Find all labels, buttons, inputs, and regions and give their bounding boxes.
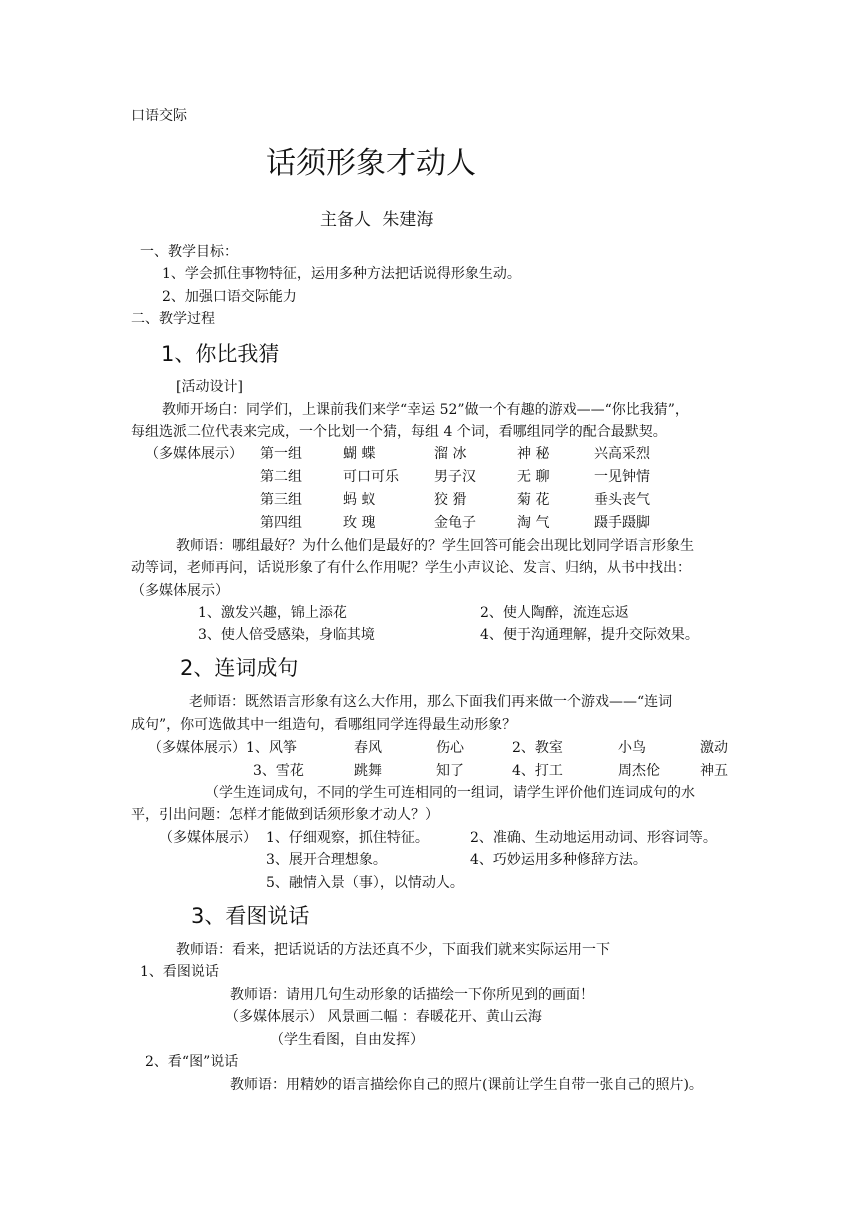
group-word: 可口可乐: [343, 469, 399, 485]
paragraph-line: 教师语：看来，把话说话的方法还真不少，下面我们就来实际运用一下: [176, 942, 610, 958]
page-title: 话须形象才动人: [266, 146, 476, 181]
group-name: 第四组: [260, 515, 302, 531]
word-cell: 3、雪花: [253, 763, 304, 779]
media-label: （多媒体展示）: [145, 446, 243, 462]
header-label: 口语交际: [131, 108, 187, 124]
paragraph-line: （多媒体展示） 风景画二幅 ：春暖花开、黄山云海: [225, 1009, 542, 1025]
goal-item: 2、加强口语交际能力: [162, 289, 297, 305]
paragraph-line: 教师语：请用几句生动形象的话描绘一下你所见到的画面！: [230, 987, 594, 1003]
goal-item: 1、学会抓住事物特征，运用多种方法把话说得形象生动。: [162, 266, 521, 282]
method-item: 4、巧妙运用多种修辞方法。: [470, 852, 647, 868]
method-item: 1、仔细观察，抓住特征。: [266, 830, 429, 846]
word-cell: 激动: [700, 740, 728, 756]
section-heading-process: 二、教学过程: [131, 311, 215, 327]
paragraph-line: 教师开场白：同学们，上课前我们来学“幸运 52”做一个有趣的游戏——“你比我猜”，: [162, 402, 689, 418]
effect-item: 4、便于沟通理解，提升交际效果。: [480, 627, 699, 643]
paragraph-line: 教师语：用精妙的语言描绘你自己的照片(课前让学生自带一张自己的照片)。: [230, 1077, 703, 1093]
paragraph-line: 每组选派二位代表来完成，一个比划一个猜，每组 4 个词，看哪组同学的配合最默契。: [131, 424, 667, 440]
word-cell: 神五: [700, 763, 728, 779]
word-cell: 跳舞: [354, 763, 382, 779]
word-cell: 伤心: [436, 740, 464, 756]
paragraph-line: （学生连词成句，不同的学生可连相同的一组词，请学生评价他们连词成句的水: [205, 785, 695, 801]
word-cell: 小鸟: [618, 740, 646, 756]
group-word: 神 秘: [517, 446, 550, 462]
group-word: 男子汉: [434, 469, 476, 485]
group-word: 垂头丧气: [594, 492, 650, 508]
paragraph-line: 老师语：既然语言形象有这么大作用，那么下面我们再来做一个游戏——“连词: [189, 694, 673, 710]
group-word: 蹑手蹑脚: [594, 515, 650, 531]
effect-item: 1、激发兴趣，锦上添花: [198, 605, 347, 621]
group-word: 兴高采烈: [594, 446, 650, 462]
group-word: 溜 冰: [434, 446, 467, 462]
group-word: 蚂 蚁: [343, 492, 376, 508]
section-heading-goals: 一、教学目标：: [140, 244, 238, 260]
group-word: 无 聊: [517, 469, 550, 485]
group-name: 第二组: [260, 469, 302, 485]
sub-heading: 2、看“图”说话: [145, 1054, 239, 1070]
method-item: 3、展开合理想象。: [266, 852, 387, 868]
paragraph-line: （学生看图，自由发挥）: [270, 1032, 424, 1048]
method-item: 2、准确、生动地运用动词、形容词等。: [470, 830, 717, 846]
word-cell: 2、教室: [512, 740, 563, 756]
paragraph-line: （多媒体展示）: [131, 583, 229, 599]
word-cell: 知了: [436, 763, 464, 779]
heading-part-1: 1、你比我猜: [161, 342, 280, 366]
media-label: （多媒体展示）: [159, 830, 257, 846]
author-line: 主备人 朱建海: [320, 210, 434, 230]
group-word: 玫 瑰: [343, 515, 376, 531]
paragraph-line: 成句”，你可选做其中一组造句，看哪组同学连得最生动形象？: [131, 717, 517, 733]
word-cell: 春风: [354, 740, 382, 756]
sub-heading: 1、看图说话: [140, 964, 219, 980]
paragraph-line: 教师语：哪组最好？为什么他们是最好的？学生回答可能会出现比划同学语言形象生: [176, 538, 694, 554]
group-word: 一见钟情: [594, 469, 650, 485]
method-item: 5、融情入景（事），以情动人。: [266, 875, 464, 891]
effect-item: 3、使人倍受感染，身临其境: [198, 627, 375, 643]
group-word: 菊 花: [517, 492, 550, 508]
group-word: 金龟子: [434, 515, 476, 531]
group-word: 淘 气: [517, 515, 550, 531]
paragraph-line: 平，引出问题：怎样才能做到话须形象才动人？）: [131, 807, 439, 823]
group-name: 第三组: [260, 492, 302, 508]
heading-part-3: 3、看图说话: [191, 904, 310, 928]
group-word: 蝴 蝶: [343, 446, 376, 462]
word-cell: （多媒体展示）1、风筝: [148, 740, 297, 756]
word-cell: 周杰伦: [618, 763, 660, 779]
group-name: 第一组: [260, 446, 302, 462]
word-cell: 4、打工: [512, 763, 563, 779]
activity-label: [活动设计]: [176, 379, 243, 395]
heading-part-2: 2、连词成句: [180, 656, 299, 680]
effect-item: 2、使人陶醉，流连忘返: [480, 605, 629, 621]
group-word: 狡 猾: [434, 492, 467, 508]
paragraph-line: 动等词，老师再问，话说形象了有什么作用呢？学生小声议论、发言、归纳，从书中找出：: [131, 560, 691, 576]
